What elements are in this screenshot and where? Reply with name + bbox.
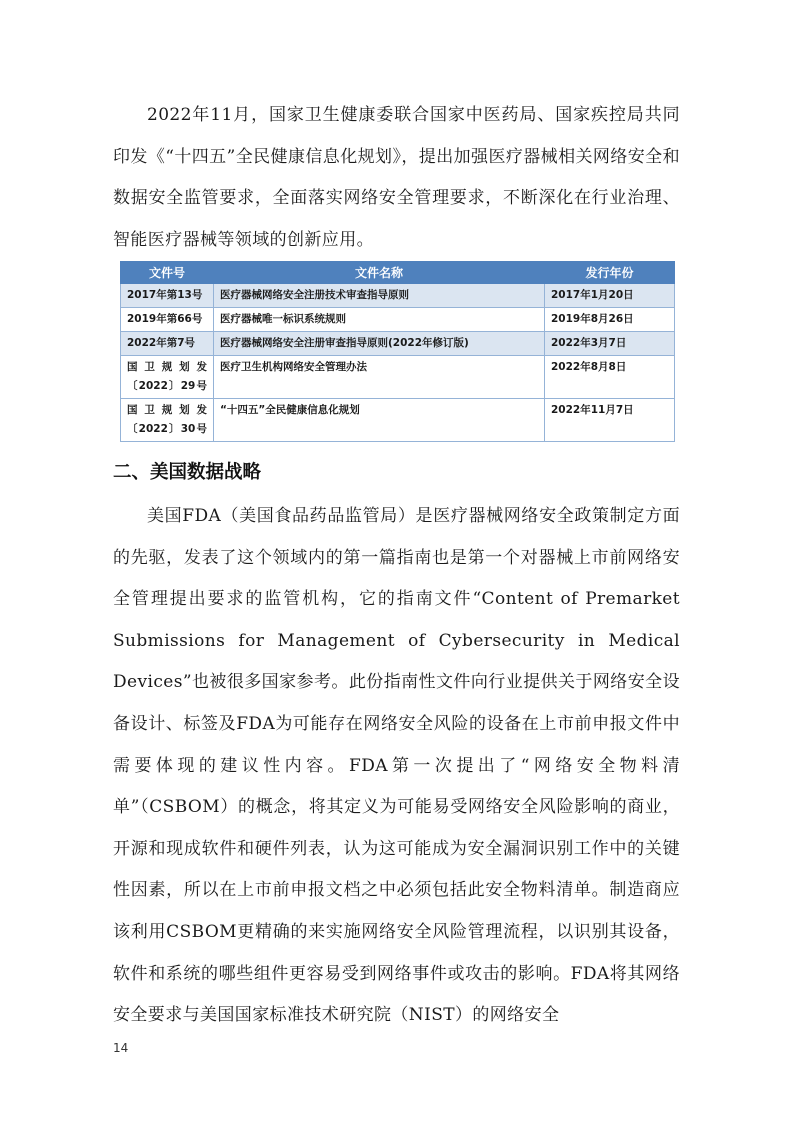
header-file-number: 文件号 xyxy=(121,262,214,284)
cell-file-name: 医疗器械网络安全注册审查指导原则(2022年修订版) xyxy=(214,332,545,356)
cell-file-number: 国卫规划发〔2022〕30号 xyxy=(121,399,214,442)
cell-file-number: 2022年第7号 xyxy=(121,332,214,356)
cell-file-number: 2019年第66号 xyxy=(121,308,214,332)
regulation-table xyxy=(120,261,675,442)
cell-file-name: 医疗卫生机构网络安全管理办法 xyxy=(214,356,545,399)
cell-issue-date: 2019年8月26日 xyxy=(545,308,675,332)
table-row xyxy=(121,308,675,332)
intro-paragraph: 2022年11月，国家卫生健康委联合国家中医药局、国家疾控局共同印发《“十四五”全民健康信息化规划》，提出加强医疗器械相关网络安全和数据安全监管要求，全面落实网络安全管理要求，不断深化在行业治理、智能医疗器械等领域的创新应用。 xyxy=(113,105,680,250)
cell-file-number: 2017年第13号 xyxy=(121,284,214,308)
cell-issue-date: 2022年11月7日 xyxy=(545,399,675,442)
cell-file-number: 国卫规划发〔2022〕29号 xyxy=(121,356,214,399)
table-row xyxy=(121,356,675,399)
table-row xyxy=(121,399,675,442)
table-row xyxy=(121,284,675,308)
header-issue-date: 发行年份 xyxy=(545,262,675,284)
section-heading: 二、美国数据战略 xyxy=(113,462,262,483)
table-row xyxy=(121,332,675,356)
cell-issue-date: 2022年3月7日 xyxy=(545,332,675,356)
cell-file-name: “十四五”全民健康信息化规划 xyxy=(214,399,545,442)
page-number: 14 xyxy=(113,1041,129,1055)
cell-issue-date: 2022年8月8日 xyxy=(545,356,675,399)
table-header-row xyxy=(121,262,675,284)
cell-file-name: 医疗器械唯一标识系统规则 xyxy=(214,308,545,332)
us-strategy-paragraph: 美国FDA（美国食品药品监管局）是医疗器械网络安全政策制定方面的先驱，发表了这个领域内的第一篇指南也是第一个对器械上市前网络安全管理提出要求的监管机构，它的指南文件“Content of Premarket Submissions for Management of Cybersecurity in Medical Devices”也被很多国家参考。此份指南性文件向行业提供关于网络安全设备设计、标签及FDA为可能存在网络安全风险的设备在上市前申报文件中需要体现的建议性内容。FDA第一次提出了“网络安全物料清单”（CSBOM）的概念，将其定义为可能易受网络安全风险影响的商业，开源和现成软件和硬件列表，认为这可能成为安全漏洞识别工作中的关键性因素，所以在上市前申报文档之中必须包括此安全物料清单。制造商应该利用CSBOM更精确的来实施网络安全风险管理流程，以识别其设备，软件和系统的哪些组件更容易受到网络事件或攻击的影响。FDA将其网络安全要求与美国国家标准技术研究院（NIST）的网络安全 xyxy=(113,506,680,1026)
cell-file-name: 医疗器械网络安全注册技术审查指导原则 xyxy=(214,284,545,308)
header-file-name: 文件名称 xyxy=(214,262,545,284)
cell-issue-date: 2017年1月20日 xyxy=(545,284,675,308)
